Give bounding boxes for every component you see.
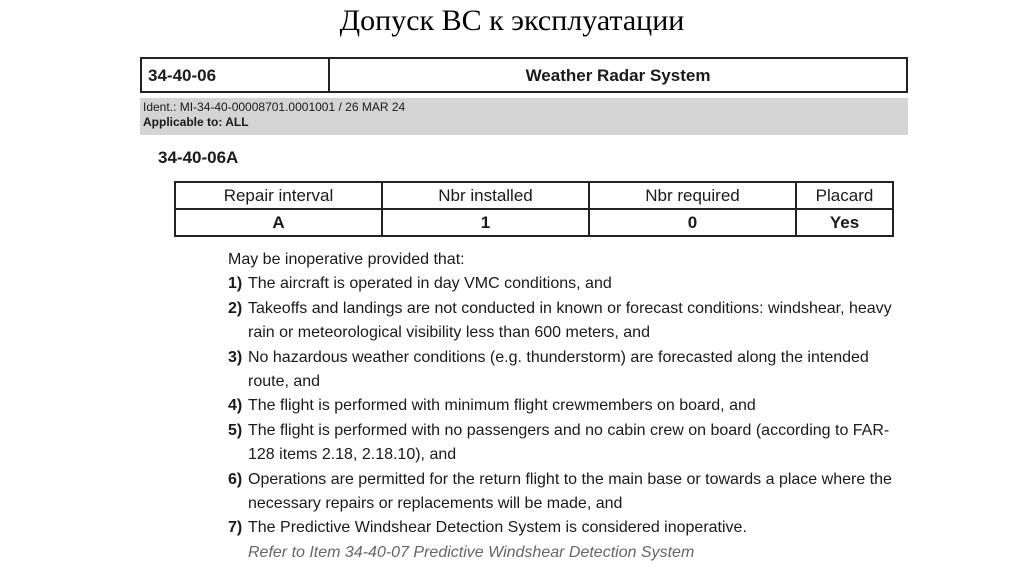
item-header	[140, 57, 908, 93]
condition-number: 7)	[228, 519, 243, 537]
condition-item	[228, 297, 908, 346]
slide-title: Допуск ВС к эксплуатации	[339, 4, 685, 37]
condition-text: The Predictive Windshear Detection System is considered inoperative.	[248, 519, 747, 537]
mel-table	[174, 181, 894, 237]
item-code: 34-40-06	[142, 59, 330, 91]
sub-item-code: 34-40-06A	[158, 148, 239, 167]
table-row	[175, 209, 893, 236]
condition-item	[228, 419, 908, 468]
condition-number: 4)	[228, 397, 243, 415]
conditions-text	[228, 248, 908, 565]
condition-text: The aircraft is operated in day VMC conditions, and	[248, 275, 612, 293]
ident-band	[140, 98, 908, 135]
condition-text: No hazardous weather conditions (e.g. thunderstorm) are forecasted along the intended route, and	[248, 348, 869, 391]
condition-number: 1)	[228, 275, 243, 293]
condition-item	[228, 468, 908, 517]
refer-note: Refer to Item 34-40-07 Predictive Windshear Detection System	[248, 543, 695, 561]
condition-number: 5)	[228, 421, 243, 439]
cell-placard: Yes	[796, 209, 893, 236]
condition-item	[228, 346, 908, 395]
condition-text: The flight is performed with minimum flight crewmembers on board, and	[248, 397, 756, 415]
table-header-row	[175, 182, 893, 209]
condition-number: 6)	[228, 470, 243, 488]
header-repair-interval: Repair interval	[175, 182, 382, 209]
condition-text: The flight is performed with no passengers and no cabin crew on board (according to FAR-128 items 2.18, 2.18.10), and	[248, 421, 890, 464]
condition-number: 2)	[228, 299, 243, 317]
intro-text: May be inoperative provided that:	[228, 251, 465, 268]
condition-text: Takeoffs and landings are not conducted in known or forecast conditions: windshear, heavy rain or meteorological visibility less than 600 meters, and	[248, 299, 892, 342]
cell-repair-interval: A	[175, 209, 382, 236]
applicable-line: Applicable to: ALL	[143, 115, 249, 129]
condition-item	[228, 394, 908, 418]
cell-nbr-required: 0	[589, 209, 796, 236]
item-title: Weather Radar System	[525, 66, 711, 85]
ident-line: Ident.: MI-34-40-00008701.0001001 / 26 MAR 24	[143, 100, 406, 114]
condition-text: Operations are permitted for the return flight to the main base or towards a place where the necessary repairs or replacements will be made, and	[248, 470, 892, 513]
header-nbr-installed: Nbr installed	[382, 182, 589, 209]
cell-nbr-installed: 1	[382, 209, 589, 236]
condition-item	[228, 272, 908, 296]
condition-item	[228, 516, 908, 540]
header-nbr-required: Nbr required	[589, 182, 796, 209]
condition-number: 3)	[228, 348, 243, 366]
header-placard: Placard	[796, 182, 893, 209]
